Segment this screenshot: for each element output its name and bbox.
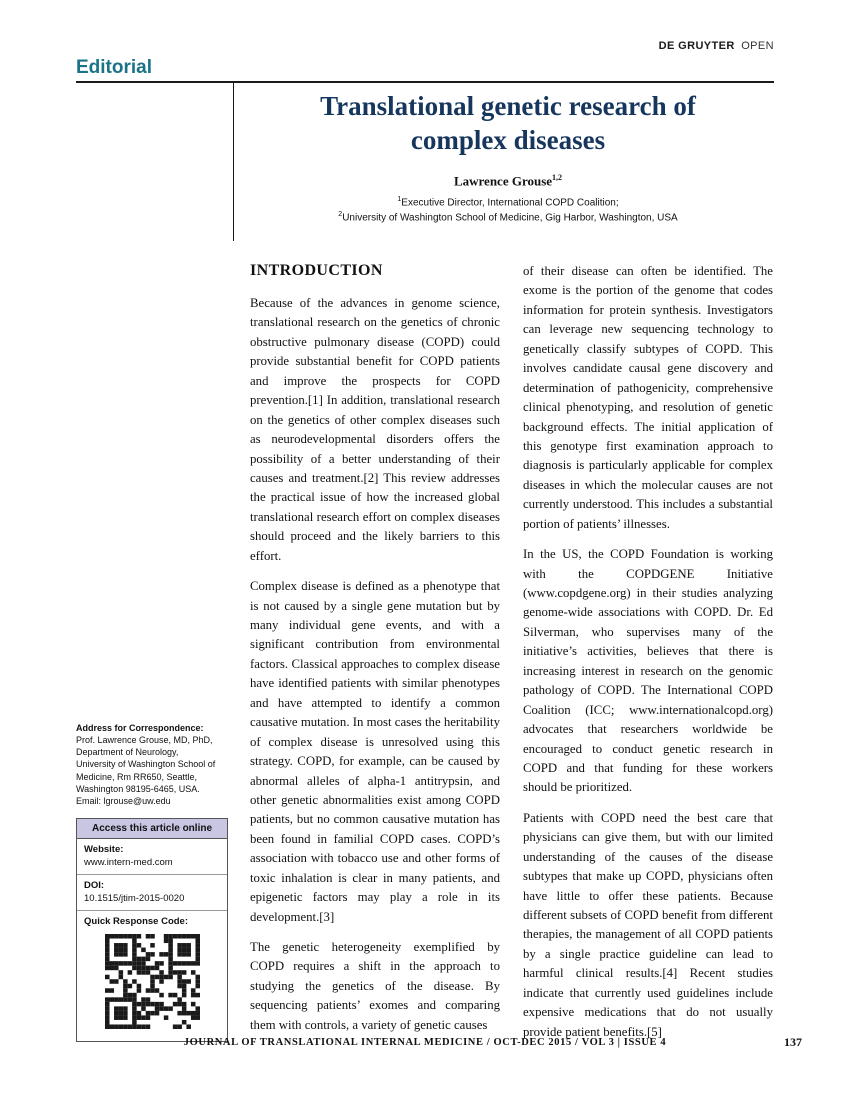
affiliation-line [242,210,774,225]
sidebar [76,722,228,1042]
author-affiliation-sup: 1,2 [552,172,563,182]
article-body [250,262,774,1042]
correspondence-heading: Address for Correspondence: [76,723,204,733]
correspondence-line: University of Washington School of [76,759,216,770]
correspondence-email: Email: lgrouse@uw.edu [76,795,171,806]
author-name: Lawrence Grouse [453,172,553,188]
correspondence-line: Prof. Lawrence Grouse, MD, PhD, [76,735,213,746]
access-doi-row [77,875,227,911]
affiliations [242,195,774,226]
article-header [242,90,774,225]
paragraph: of their disease can often be identified. The exome is the portion of the genome that codes information for protein synthesis. Investigators can leverage new sequencing technology to genetically classify subtypes of COPD. This involves candidate causal gene discovery and determination of pathogenicity, comprehensive clinical phenotyping, and resolution of genetic background effects. The initial application of this genotype first examination approach to diagnosis is particularly applicable for complex diseases in which the molecular causes are not currently understood. This includes a substantial portion of patients’ illnesses. [523,264,773,531]
access-article-box [76,818,228,1042]
affiliation-text: Executive Director, International COPD Coalition; [401,197,619,209]
section-heading: INTRODUCTION [250,262,383,279]
correspondence-line: Department of Neurology, [76,747,179,758]
qr-code [105,934,200,1029]
website-value: www.intern-med.com [84,856,173,868]
affiliation-text: University of Washington School of Medicine, Gig Harbor, Washington, USA [342,212,678,224]
paragraph: Patients with COPD need the best care that physicians can give them, but with our limited understanding of the causes of the disease subtypes that make up COPD, physicians often have little to offer these patients. Because different subsets of COPD benefit from different therapies, the management of all COPD patients by a single practice guideline can lead to harmful clinical results.[4] Recent studies indicate that currently used guidelines include expensive medications that do not usually provide patient benefits.[5] [523,810,773,1039]
paragraph: The genetic heterogeneity exemplified by COPD requires a shift in the approach to studying the genetics of the disease. By sequencing patients’ exomes and comparing them with controls, a variety of genetic causes [250,940,500,1032]
publisher-open-label: OPEN [741,40,774,52]
author-line [242,173,774,189]
publisher-logo [659,40,774,52]
access-box-title: Access this article online [77,819,227,839]
body-column-right [523,262,773,1042]
page-number: 137 [784,1035,802,1049]
qr-label: Quick Response Code: [84,915,188,927]
header-rule [76,81,774,83]
body-column-left [250,262,500,1035]
website-label: Website: [84,843,124,855]
paragraph: Because of the advances in genome science, translational research on the genetics of chronic obstructive pulmonary disease (COPD) could provide substantial benefit for COPD patients and improve the prospects for COPD prevention.[1] In addition, translational research on the genetics of other complex diseases such as neurodevelopmental disorders offers the possibility of a better understanding of their causes and treatment.[2] This review addresses the practical issue of how the increased global translational research effort on complex diseases should proceed and the likely barriers to this effort. [250,296,500,563]
doi-label: DOI: [84,879,105,891]
section-label: Editorial [76,57,153,78]
article-title-line1: Translational genetic research of [320,91,696,121]
access-qr-row [77,911,227,1041]
affiliation-sup: 2 [338,211,343,219]
affiliation-line [242,195,774,210]
correspondence-line: Medicine, Rm RR650, Seattle, [76,771,198,782]
correspondence-line: Washington 98195-6465, USA. [76,783,200,794]
vertical-divider [233,81,234,241]
publisher-name: DE GRUYTER [658,40,735,52]
article-title [242,90,774,158]
doi-value: 10.1515/jtim-2015-0020 [84,892,185,904]
access-website-row [77,839,227,875]
article-title-line2: complex diseases [410,124,606,155]
paragraph: Complex disease is defined as a phenotype that is not caused by a single gene mutation but by many individual gene events, and with a significant contribution from environmental factors. Classical approaches to complex disease have identified patients with similar phenotypes and have attempted to identify a common causative mutation. In most cases the heritability of complex disease is unresolved using this strategy. COPD, for example, can be caused by abnormal alleles of alpha-1 antitrypsin, and other genetic abnormalities exist among COPD patients, but no common causative mutation has been found in familial COPD cases. COPD’s association with tobacco use and other forms of toxic inhalation is clear in many patients, and epigenetic factors may play a role in its development.[3] [250,579,500,924]
paragraph: In the US, the COPD Foundation is working with the COPDGENE Initiative (www.copdgene.org) in their studies analyzing genome-wide associations with COPD. Dr. Ed Silverman, who supervises many of the initiative’s activities, believes that there is increasing interest in research on the genomic pathology of COPD. The International COPD Coalition (ICC; www.internationalcopd.org) advocates that researchers worldwide be encouraged to conduct genetic research in COPD and that funding for these workers should be prioritized. [523,547,773,795]
journal-citation: JOURNAL OF TRANSLATIONAL INTERNAL MEDICINE / OCT-DEC 2015 / VOL 3 | ISSUE 4 [183,1037,667,1048]
affiliation-sup: 1 [397,195,402,203]
correspondence-block [76,722,228,807]
